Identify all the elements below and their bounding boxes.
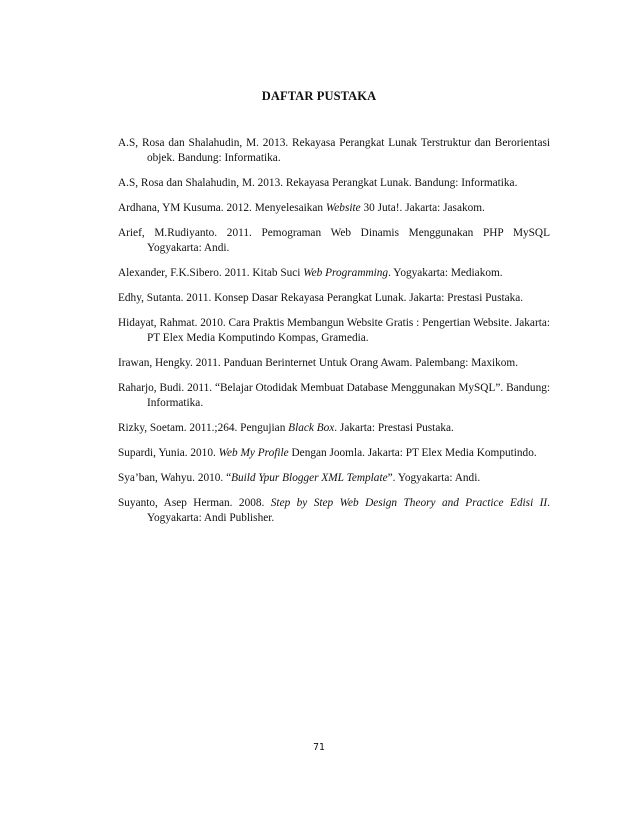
reference-text: . Yogyakarta: Andi Publisher. [147, 497, 550, 524]
reference-entry [118, 316, 550, 346]
page-number: 71 [312, 742, 326, 753]
reference-entry [118, 266, 550, 281]
reference-entry [118, 201, 550, 216]
reference-italic-title: Web My Profile [218, 447, 289, 459]
reference-entry [118, 356, 550, 371]
reference-text: Suyanto, Asep Herman. 2008. [118, 497, 271, 509]
reference-entry [118, 446, 550, 461]
reference-italic-title: Build Ypur Blogger XML Template [231, 472, 388, 484]
reference-text: . Jakarta: Prestasi Pustaka. [334, 422, 454, 434]
reference-entry [118, 136, 550, 166]
reference-list [118, 136, 550, 536]
reference-text: Alexander, F.K.Sibero. 2011. Kitab Suci [118, 267, 304, 279]
reference-text: Raharjo, Budi. 2011. “Belajar Otodidak Membuat Database Menggunakan MySQL”. Bandung: Informatika. [118, 382, 550, 409]
reference-entry [118, 291, 550, 306]
reference-text: Ardhana, YM Kusuma. 2012. Menyelesaikan [118, 202, 326, 214]
reference-text: A.S, Rosa dan Shalahudin, M. 2013. Rekayasa Perangkat Lunak Terstruktur dan Berorientasi objek. Bandung: Informatika. [118, 137, 550, 164]
reference-entry [118, 381, 550, 411]
reference-italic-title: Website [325, 202, 361, 214]
reference-text: Supardi, Yunia. 2010. [118, 447, 219, 459]
reference-text: Rizky, Soetam. 2011.;264. Pengujian [118, 422, 289, 434]
reference-entry [118, 176, 550, 191]
reference-entry [118, 421, 550, 436]
reference-text: . Yogyakarta: Mediakom. [388, 267, 503, 279]
reference-italic-title: Black Box [288, 422, 335, 434]
reference-entry [118, 471, 550, 486]
reference-entry [118, 496, 550, 526]
reference-text: ”. Yogyakarta: Andi. [387, 472, 481, 484]
reference-text: Hidayat, Rahmat. 2010. Cara Praktis Membangun Website Gratis : Pengertian Website. Jakarta: PT Elex Media Komputindo Kompas, Gramedia. [118, 317, 550, 344]
reference-text: Sya’ban, Wahyu. 2010. “ [118, 472, 232, 484]
reference-text: Irawan, Hengky. 2011. Panduan Berinternet Untuk Orang Awam. Palembang: Maxikom. [118, 357, 519, 369]
reference-entry [118, 226, 550, 256]
reference-italic-title: Step by Step Web Design Theory and Practice Edisi II [270, 497, 548, 509]
reference-text: A.S, Rosa dan Shalahudin, M. 2013. Rekayasa Perangkat Lunak. Bandung: Informatika. [118, 177, 518, 189]
reference-text: Dengan Joomla. Jakarta: PT Elex Media Komputindo. [288, 447, 537, 459]
page-title: DAFTAR PUSTAKA [261, 89, 377, 103]
reference-text: 30 Juta!. Jakarta: Jasakom. [360, 202, 485, 214]
reference-italic-title: Web Programming [303, 267, 389, 279]
reference-text: Arief, M.Rudiyanto. 2011. Pemograman Web Dinamis Menggunakan PHP MySQL Yogyakarta: Andi. [118, 227, 550, 254]
reference-text: Edhy, Sutanta. 2011. Konsep Dasar Rekayasa Perangkat Lunak. Jakarta: Prestasi Pustaka. [118, 292, 524, 304]
